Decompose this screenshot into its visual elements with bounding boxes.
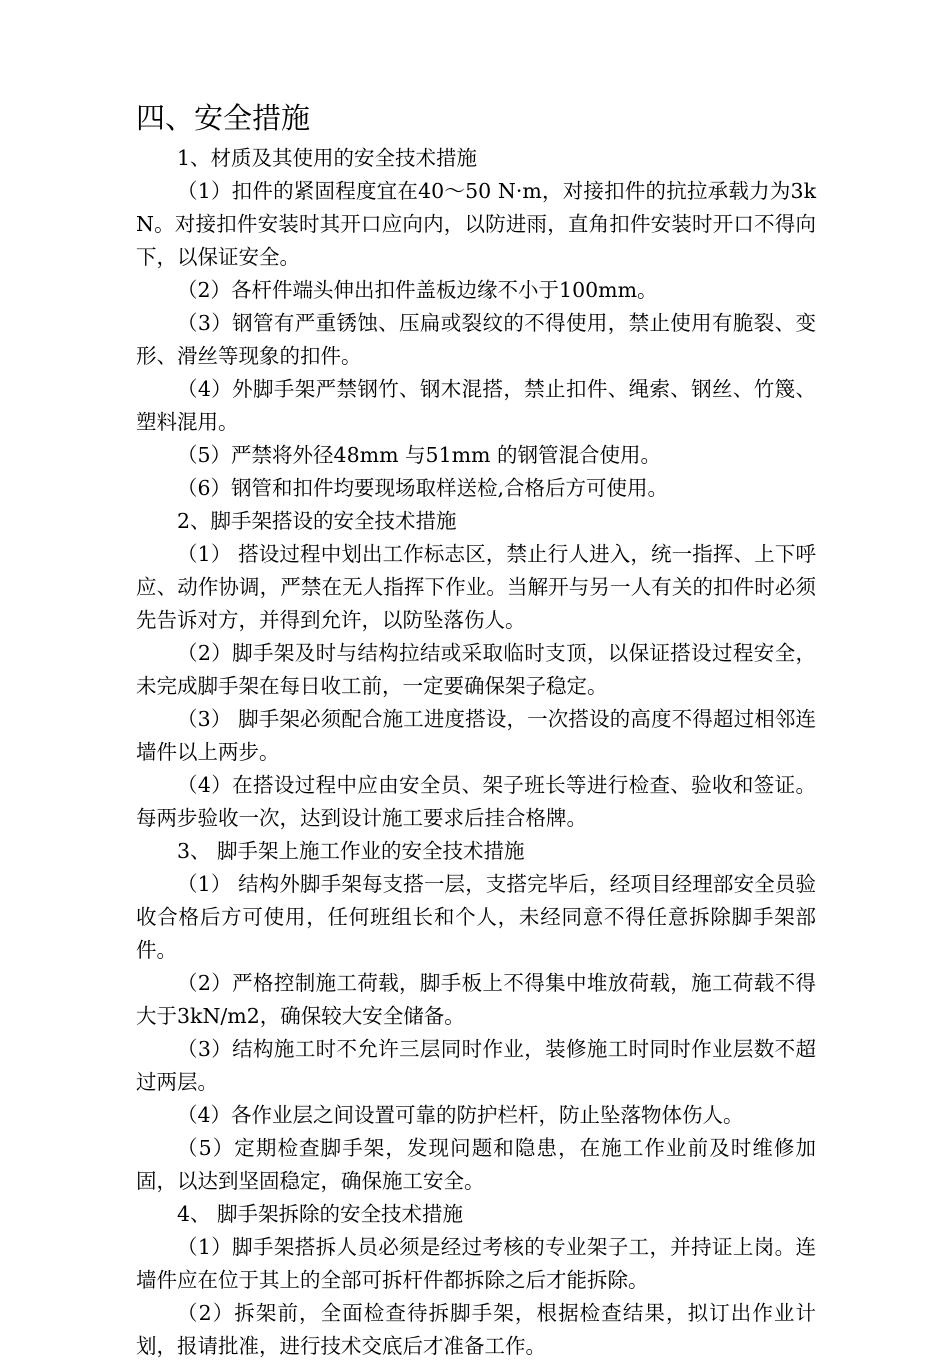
section-heading: 2、脚手架搭设的安全技术措施: [177, 509, 457, 533]
section-heading: 4、 脚手架拆除的安全技术措施: [177, 1202, 464, 1226]
section-1: [136, 142, 816, 505]
paragraph: （4）在搭设过程中应由安全员、架子班长等进行检查、验收和签证。每两步验收一次，达到设计施工要求后挂合格牌。: [136, 773, 816, 830]
paragraph: （1）脚手架搭拆人员必须是经过考核的专业架子工，并持证上岗。连墙件应在位于其上的全部可拆杆件都拆除之后才能拆除。: [136, 1235, 816, 1292]
paragraph: （5）严禁将外径48mm 与51mm 的钢管混合使用。: [177, 443, 662, 467]
section-2: [136, 505, 816, 835]
paragraph: （2）各杆件端头伸出扣件盖板边缘不小于100mm。: [177, 278, 658, 302]
paragraph: （1） 搭设过程中划出工作标志区，禁止行人进入，统一指挥、上下呼应、动作协调，严禁在无人指挥下作业。当解开与另一人有关的扣件时必须先告诉对方，并得到允许，以防坠落伤人。: [136, 542, 816, 632]
paragraph: （3） 脚手架必须配合施工进度搭设，一次搭设的高度不得超过相邻连墙件以上两步。: [136, 707, 816, 764]
paragraph: （1）扣件的紧固程度宜在40～50 N·m，对接扣件的抗拉承载力为3kN。对接扣件安装时其开口应向内，以防进雨，直角扣件安装时开口不得向下，以保证安全。: [136, 179, 816, 269]
section-4: [136, 1198, 816, 1363]
page-title: 四、安全措施: [136, 101, 311, 135]
paragraph: （3）结构施工时不允许三层同时作业，装修施工时同时作业层数不超过两层。: [136, 1037, 816, 1094]
document-page: [136, 100, 816, 1363]
paragraph: （1） 结构外脚手架每支搭一层，支搭完毕后，经项目经理部安全员验收合格后方可使用，任何班组长和个人，未经同意不得任意拆除脚手架部件。: [136, 872, 816, 962]
paragraph: （5）定期检查脚手架，发现问题和隐患，在施工作业前及时维修加固，以达到坚固稳定，确保施工安全。: [136, 1136, 816, 1193]
section-3: [136, 835, 816, 1198]
section-heading: 1、材质及其使用的安全技术措施: [177, 146, 478, 170]
paragraph: （2）拆架前，全面检查待拆脚手架，根据检查结果，拟订出作业计划，报请批准，进行技术交底后才准备工作。: [136, 1301, 816, 1358]
section-heading: 3、 脚手架上施工作业的安全技术措施: [177, 839, 525, 863]
paragraph: （6）钢管和扣件均要现场取样送检,合格后方可使用。: [177, 476, 669, 500]
paragraph: （4）外脚手架严禁钢竹、钢木混搭，禁止扣件、绳索、钢丝、竹篾、塑料混用。: [136, 377, 816, 434]
paragraph: （2）严格控制施工荷载，脚手板上不得集中堆放荷载，施工荷载不得大于3kN/m2，确保较大安全储备。: [136, 971, 816, 1028]
paragraph: （4）各作业层之间设置可靠的防护栏杆，防止坠落物体伤人。: [177, 1103, 744, 1127]
paragraph: （2）脚手架及时与结构拉结或采取临时支顶，以保证搭设过程安全，未完成脚手架在每日收工前，一定要确保架子稳定。: [136, 641, 816, 698]
paragraph: （3）钢管有严重锈蚀、压扁或裂纹的不得使用，禁止使用有脆裂、变形、滑丝等现象的扣件。: [136, 311, 816, 368]
